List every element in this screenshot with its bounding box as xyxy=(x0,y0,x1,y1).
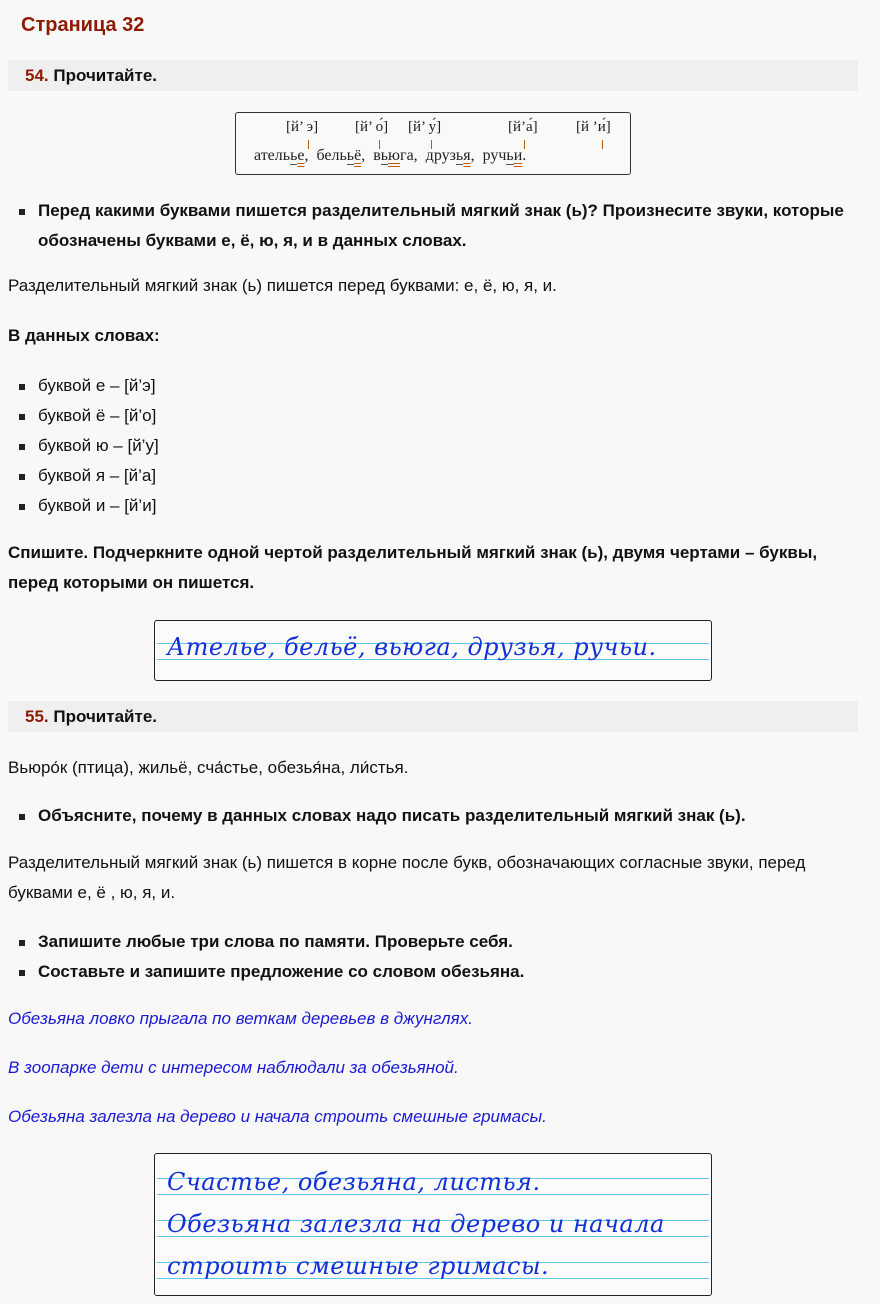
example-sentence: Обезьяна ловко прыгала по веткам деревьев в джунглях. xyxy=(8,1009,473,1028)
handwriting-box xyxy=(154,1153,712,1296)
sound-item: буквой ё – [й’о] xyxy=(0,401,400,431)
sound-item: буквой и – [й’и] xyxy=(0,491,400,521)
exercise-number: 54. xyxy=(25,66,49,85)
sub-heading: В данных словах: xyxy=(8,326,160,345)
example-words-box xyxy=(235,112,631,175)
example-words xyxy=(254,147,526,165)
example-word: белььё, xyxy=(316,147,366,164)
phonetic-label: [й’а́] xyxy=(508,119,538,135)
question-list xyxy=(0,196,860,256)
page-title: Страница 32 xyxy=(21,14,145,36)
handwriting-line: Счастье, обезьяна, листья. xyxy=(167,1168,541,1196)
exercise-54-header xyxy=(8,60,858,91)
sound-item: буквой е – [й’э] xyxy=(0,371,400,401)
example-word: ательье, xyxy=(254,147,309,164)
task-text: Спишите. Подчеркните одной чертой разделительный мягкий знак (ь), двумя чертами – буквы, перед которыми он пишется. xyxy=(8,543,818,592)
exercise-number: 55. xyxy=(25,707,49,726)
answer-text: Разделительный мягкий знак (ь) пишется перед буквами: е, ё, ю, я, и. xyxy=(8,276,557,295)
handwriting-line: Ателье, бельё, вьюга, друзья, ручьи. xyxy=(167,633,657,661)
question-item: Перед какими буквами пишется разделительный мягкий знак (ь)? Произнесите звуки, которые обозначены буквами е, ё, ю, я, и в данных словах. xyxy=(0,196,860,256)
phonetic-label: [й’ о́] xyxy=(355,119,389,135)
handwriting-line: Обезьяна залезла на дерево и начала xyxy=(167,1210,665,1238)
example-sentence: Обезьяна залезла на дерево и начала строить смешные гримасы. xyxy=(8,1107,547,1126)
example-word: вьюга, xyxy=(373,147,418,164)
words-line: Вьюро́к (птица), жильё, сча́стье, обезья́на, ли́стья. xyxy=(8,758,409,777)
sound-item: буквой я – [й’а] xyxy=(0,461,400,491)
answer-text: Разделительный мягкий знак (ь) пишется в корне после букв, обозначающих согласные звуки, перед буквами е, ё , ю, я, и. xyxy=(8,853,806,902)
example-word: ручьи. xyxy=(482,147,527,164)
exercise-title: Прочитайте. xyxy=(53,66,157,85)
task-list xyxy=(0,927,860,987)
task-item: Составьте и запишите предложение со словом обезьяна. xyxy=(0,957,860,987)
exercise-title: Прочитайте. xyxy=(53,707,157,726)
example-sentence: В зоопарке дети с интересом наблюдали за обезьяной. xyxy=(8,1058,459,1077)
handwriting-line: строить смешные гримасы. xyxy=(167,1252,550,1280)
handwriting-box xyxy=(154,620,712,681)
task-item: Запишите любые три слова по памяти. Проверьте себя. xyxy=(0,927,860,957)
phonetic-label: [й’ э] xyxy=(286,119,319,135)
phonetic-label: [й ’и́] xyxy=(576,119,611,135)
phonetic-label: [й’ у́] xyxy=(408,119,442,135)
question-list xyxy=(0,801,860,831)
example-word: друзья, xyxy=(425,147,475,164)
sound-item: буквой ю – [й’у] xyxy=(0,431,400,461)
pointer-tick xyxy=(602,140,603,149)
sounds-list xyxy=(0,371,400,521)
question-item: Объясните, почему в данных словах надо писать разделительный мягкий знак (ь). xyxy=(0,801,860,831)
exercise-55-header xyxy=(8,701,858,732)
